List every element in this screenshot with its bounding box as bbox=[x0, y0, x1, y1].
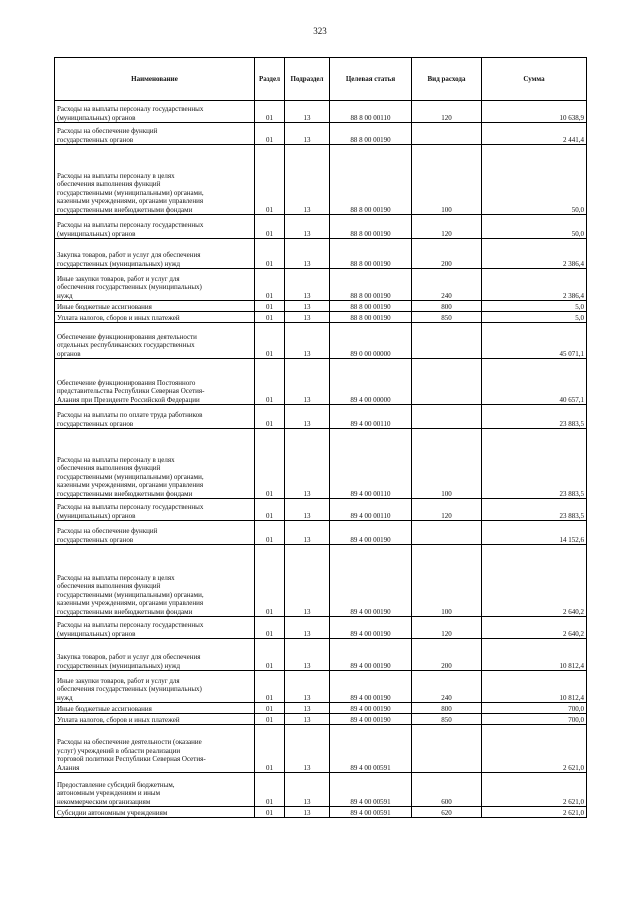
row-name: Закупка товаров, работ и услуг для обеспечения государственных (муниципальных) нужд bbox=[55, 639, 255, 671]
row-expense-type: 800 bbox=[412, 301, 482, 312]
row-subsection: 13 bbox=[285, 639, 330, 671]
row-target-item: 88 8 00 00190 bbox=[330, 269, 412, 301]
row-name: Обеспечение функционирования деятельности отдельных республиканских государственных органов bbox=[55, 323, 255, 359]
row-target-item: 88 8 00 00190 bbox=[330, 123, 412, 145]
row-section: 01 bbox=[255, 429, 285, 499]
row-target-item: 89 4 00 00000 bbox=[330, 359, 412, 405]
row-subsection: 13 bbox=[285, 359, 330, 405]
row-section: 01 bbox=[255, 714, 285, 725]
row-expense-type: 120 bbox=[412, 499, 482, 521]
row-target-item: 88 8 00 00110 bbox=[330, 101, 412, 123]
row-section: 01 bbox=[255, 521, 285, 545]
row-target-item: 89 4 00 00190 bbox=[330, 545, 412, 617]
row-subsection: 13 bbox=[285, 521, 330, 545]
row-subsection: 13 bbox=[285, 323, 330, 359]
row-subsection: 13 bbox=[285, 714, 330, 725]
page-number: 323 bbox=[313, 26, 327, 36]
table-row bbox=[55, 725, 587, 773]
row-name: Расходы на обеспечение деятельности (оказание услуг) учреждений в области реализации торговой политики Республики Северная Осетия- Алания bbox=[55, 725, 255, 773]
row-target-item: 89 4 00 00190 bbox=[330, 617, 412, 639]
row-expense-type bbox=[412, 521, 482, 545]
row-expense-type: 120 bbox=[412, 215, 482, 239]
row-name: Иные бюджетные ассигнования bbox=[55, 301, 255, 312]
row-target-item: 89 4 00 00591 bbox=[330, 773, 412, 807]
row-expense-type: 800 bbox=[412, 703, 482, 714]
row-sum: 2 621,0 bbox=[482, 807, 587, 818]
row-sum: 45 071,1 bbox=[482, 323, 587, 359]
row-subsection: 13 bbox=[285, 545, 330, 617]
table-row bbox=[55, 714, 587, 725]
row-subsection: 13 bbox=[285, 239, 330, 269]
row-expense-type: 120 bbox=[412, 617, 482, 639]
row-name: Расходы на выплаты персоналу в целях обеспечения выполнения функций государственными (муниципальными) органами, казенными учреждениями, органами управления государственными внебюджетными фондами bbox=[55, 545, 255, 617]
row-expense-type bbox=[412, 359, 482, 405]
row-expense-type: 100 bbox=[412, 429, 482, 499]
row-expense-type: 100 bbox=[412, 545, 482, 617]
row-sum: 2 441,4 bbox=[482, 123, 587, 145]
row-expense-type: 200 bbox=[412, 239, 482, 269]
table-row bbox=[55, 145, 587, 215]
row-expense-type bbox=[412, 123, 482, 145]
row-expense-type: 850 bbox=[412, 312, 482, 323]
table-row bbox=[55, 215, 587, 239]
row-sum: 2 386,4 bbox=[482, 239, 587, 269]
row-sum: 2 621,0 bbox=[482, 773, 587, 807]
row-sum: 40 657,1 bbox=[482, 359, 587, 405]
row-sum: 10 638,9 bbox=[482, 101, 587, 123]
table-row bbox=[55, 101, 587, 123]
row-section: 01 bbox=[255, 807, 285, 818]
row-target-item: 89 4 00 00190 bbox=[330, 671, 412, 703]
row-name: Расходы на выплаты персоналу государственных (муниципальных) органов bbox=[55, 101, 255, 123]
row-expense-type bbox=[412, 405, 482, 429]
row-sum: 10 812,4 bbox=[482, 639, 587, 671]
row-expense-type bbox=[412, 323, 482, 359]
table-row bbox=[55, 405, 587, 429]
row-section: 01 bbox=[255, 269, 285, 301]
row-name: Расходы на выплаты персоналу государственных (муниципальных) органов bbox=[55, 215, 255, 239]
row-expense-type: 120 bbox=[412, 101, 482, 123]
row-subsection: 13 bbox=[285, 301, 330, 312]
table-row bbox=[55, 545, 587, 617]
row-sum: 50,0 bbox=[482, 215, 587, 239]
header-expense-type: Вид расхода bbox=[412, 58, 482, 101]
row-target-item: 89 4 00 00110 bbox=[330, 499, 412, 521]
row-sum: 700,0 bbox=[482, 714, 587, 725]
header-name: Наименование bbox=[55, 58, 255, 101]
header-subsection: Подраздел bbox=[285, 58, 330, 101]
row-section: 01 bbox=[255, 725, 285, 773]
row-section: 01 bbox=[255, 101, 285, 123]
table-row bbox=[55, 429, 587, 499]
row-sum: 50,0 bbox=[482, 145, 587, 215]
row-subsection: 13 bbox=[285, 123, 330, 145]
row-section: 01 bbox=[255, 773, 285, 807]
header-sum: Сумма bbox=[482, 58, 587, 101]
row-name: Расходы на выплаты персоналу государственных (муниципальных) органов bbox=[55, 499, 255, 521]
row-name: Предоставление субсидий бюджетным, автономным учреждениям и иным некоммерческим организациям bbox=[55, 773, 255, 807]
row-sum: 2 621,0 bbox=[482, 725, 587, 773]
table-row bbox=[55, 671, 587, 703]
row-sum: 10 812,4 bbox=[482, 671, 587, 703]
row-sum: 5,0 bbox=[482, 301, 587, 312]
row-sum: 23 883,5 bbox=[482, 429, 587, 499]
row-section: 01 bbox=[255, 123, 285, 145]
row-subsection: 13 bbox=[285, 312, 330, 323]
table-row bbox=[55, 807, 587, 818]
table-row bbox=[55, 312, 587, 323]
row-section: 01 bbox=[255, 639, 285, 671]
row-expense-type: 100 bbox=[412, 145, 482, 215]
row-expense-type: 200 bbox=[412, 639, 482, 671]
row-target-item: 88 8 00 00190 bbox=[330, 145, 412, 215]
row-name: Закупка товаров, работ и услуг для обеспечения государственных (муниципальных) нужд bbox=[55, 239, 255, 269]
row-subsection: 13 bbox=[285, 807, 330, 818]
row-name: Расходы на выплаты по оплате труда работников государственных органов bbox=[55, 405, 255, 429]
row-subsection: 13 bbox=[285, 101, 330, 123]
row-sum: 2 640,2 bbox=[482, 617, 587, 639]
table-row bbox=[55, 521, 587, 545]
row-section: 01 bbox=[255, 617, 285, 639]
row-expense-type: 600 bbox=[412, 773, 482, 807]
row-sum: 2 386,4 bbox=[482, 269, 587, 301]
row-section: 01 bbox=[255, 301, 285, 312]
row-section: 01 bbox=[255, 239, 285, 269]
table-row bbox=[55, 239, 587, 269]
row-expense-type bbox=[412, 725, 482, 773]
row-target-item: 89 4 00 00190 bbox=[330, 639, 412, 671]
row-expense-type: 240 bbox=[412, 269, 482, 301]
row-name: Расходы на выплаты персоналу в целях обеспечения выполнения функций государственными (муниципальными) органами, казенными учреждениями, органами управления государственными внебюджетными фондами bbox=[55, 429, 255, 499]
row-sum: 23 883,5 bbox=[482, 405, 587, 429]
row-expense-type: 850 bbox=[412, 714, 482, 725]
row-expense-type: 620 bbox=[412, 807, 482, 818]
header-target-item: Целевая статья bbox=[330, 58, 412, 101]
row-target-item: 89 4 00 00591 bbox=[330, 725, 412, 773]
row-section: 01 bbox=[255, 359, 285, 405]
row-name: Расходы на выплаты персоналу в целях обеспечения выполнения функций государственными (муниципальными) органами, казенными учреждениями, органами управления государственными внебюджетными фондами bbox=[55, 145, 255, 215]
row-target-item: 88 8 00 00190 bbox=[330, 301, 412, 312]
table-row bbox=[55, 323, 587, 359]
table-row bbox=[55, 773, 587, 807]
row-section: 01 bbox=[255, 499, 285, 521]
table-row bbox=[55, 301, 587, 312]
table-row bbox=[55, 123, 587, 145]
row-target-item: 89 0 00 00000 bbox=[330, 323, 412, 359]
row-name: Обеспечение функционирования Постоянного представительства Республики Северная Осетия- Алания при Президенте Российской Федерации bbox=[55, 359, 255, 405]
row-subsection: 13 bbox=[285, 725, 330, 773]
row-target-item: 89 4 00 00190 bbox=[330, 714, 412, 725]
row-name: Иные закупки товаров, работ и услуг для обеспечения государственных (муниципальных) нужд bbox=[55, 269, 255, 301]
row-name: Иные бюджетные ассигнования bbox=[55, 703, 255, 714]
row-name: Уплата налогов, сборов и иных платежей bbox=[55, 312, 255, 323]
table-row bbox=[55, 499, 587, 521]
table-row bbox=[55, 269, 587, 301]
table-header-row bbox=[55, 58, 587, 101]
row-target-item: 88 8 00 00190 bbox=[330, 239, 412, 269]
row-name: Расходы на выплаты персоналу государственных (муниципальных) органов bbox=[55, 617, 255, 639]
row-target-item: 89 4 00 00591 bbox=[330, 807, 412, 818]
row-name: Уплата налогов, сборов и иных платежей bbox=[55, 714, 255, 725]
table-row bbox=[55, 639, 587, 671]
row-target-item: 89 4 00 00190 bbox=[330, 521, 412, 545]
table-row bbox=[55, 703, 587, 714]
row-target-item: 89 4 00 00110 bbox=[330, 429, 412, 499]
row-section: 01 bbox=[255, 145, 285, 215]
row-subsection: 13 bbox=[285, 499, 330, 521]
row-subsection: 13 bbox=[285, 671, 330, 703]
row-sum: 700,0 bbox=[482, 703, 587, 714]
row-subsection: 13 bbox=[285, 145, 330, 215]
row-subsection: 13 bbox=[285, 773, 330, 807]
table-row bbox=[55, 359, 587, 405]
row-name: Расходы на обеспечение функций государственных органов bbox=[55, 521, 255, 545]
row-name: Субсидии автономным учреждениям bbox=[55, 807, 255, 818]
row-section: 01 bbox=[255, 703, 285, 714]
row-name: Расходы на обеспечение функций государственных органов bbox=[55, 123, 255, 145]
row-sum: 23 883,5 bbox=[482, 499, 587, 521]
row-section: 01 bbox=[255, 671, 285, 703]
row-sum: 2 640,2 bbox=[482, 545, 587, 617]
row-target-item: 88 8 00 00190 bbox=[330, 312, 412, 323]
budget-table bbox=[54, 57, 587, 818]
row-target-item: 88 8 00 00190 bbox=[330, 215, 412, 239]
row-expense-type: 240 bbox=[412, 671, 482, 703]
row-section: 01 bbox=[255, 323, 285, 359]
row-sum: 14 152,6 bbox=[482, 521, 587, 545]
table-row bbox=[55, 617, 587, 639]
row-subsection: 13 bbox=[285, 405, 330, 429]
row-section: 01 bbox=[255, 215, 285, 239]
row-target-item: 89 4 00 00110 bbox=[330, 405, 412, 429]
row-subsection: 13 bbox=[285, 269, 330, 301]
row-section: 01 bbox=[255, 545, 285, 617]
row-section: 01 bbox=[255, 312, 285, 323]
row-sum: 5,0 bbox=[482, 312, 587, 323]
row-target-item: 89 4 00 00190 bbox=[330, 703, 412, 714]
row-subsection: 13 bbox=[285, 429, 330, 499]
row-subsection: 13 bbox=[285, 703, 330, 714]
row-name: Иные закупки товаров, работ и услуг для обеспечения государственных (муниципальных) нужд bbox=[55, 671, 255, 703]
row-subsection: 13 bbox=[285, 215, 330, 239]
header-section: Раздел bbox=[255, 58, 285, 101]
row-section: 01 bbox=[255, 405, 285, 429]
table-body bbox=[55, 101, 587, 818]
row-subsection: 13 bbox=[285, 617, 330, 639]
